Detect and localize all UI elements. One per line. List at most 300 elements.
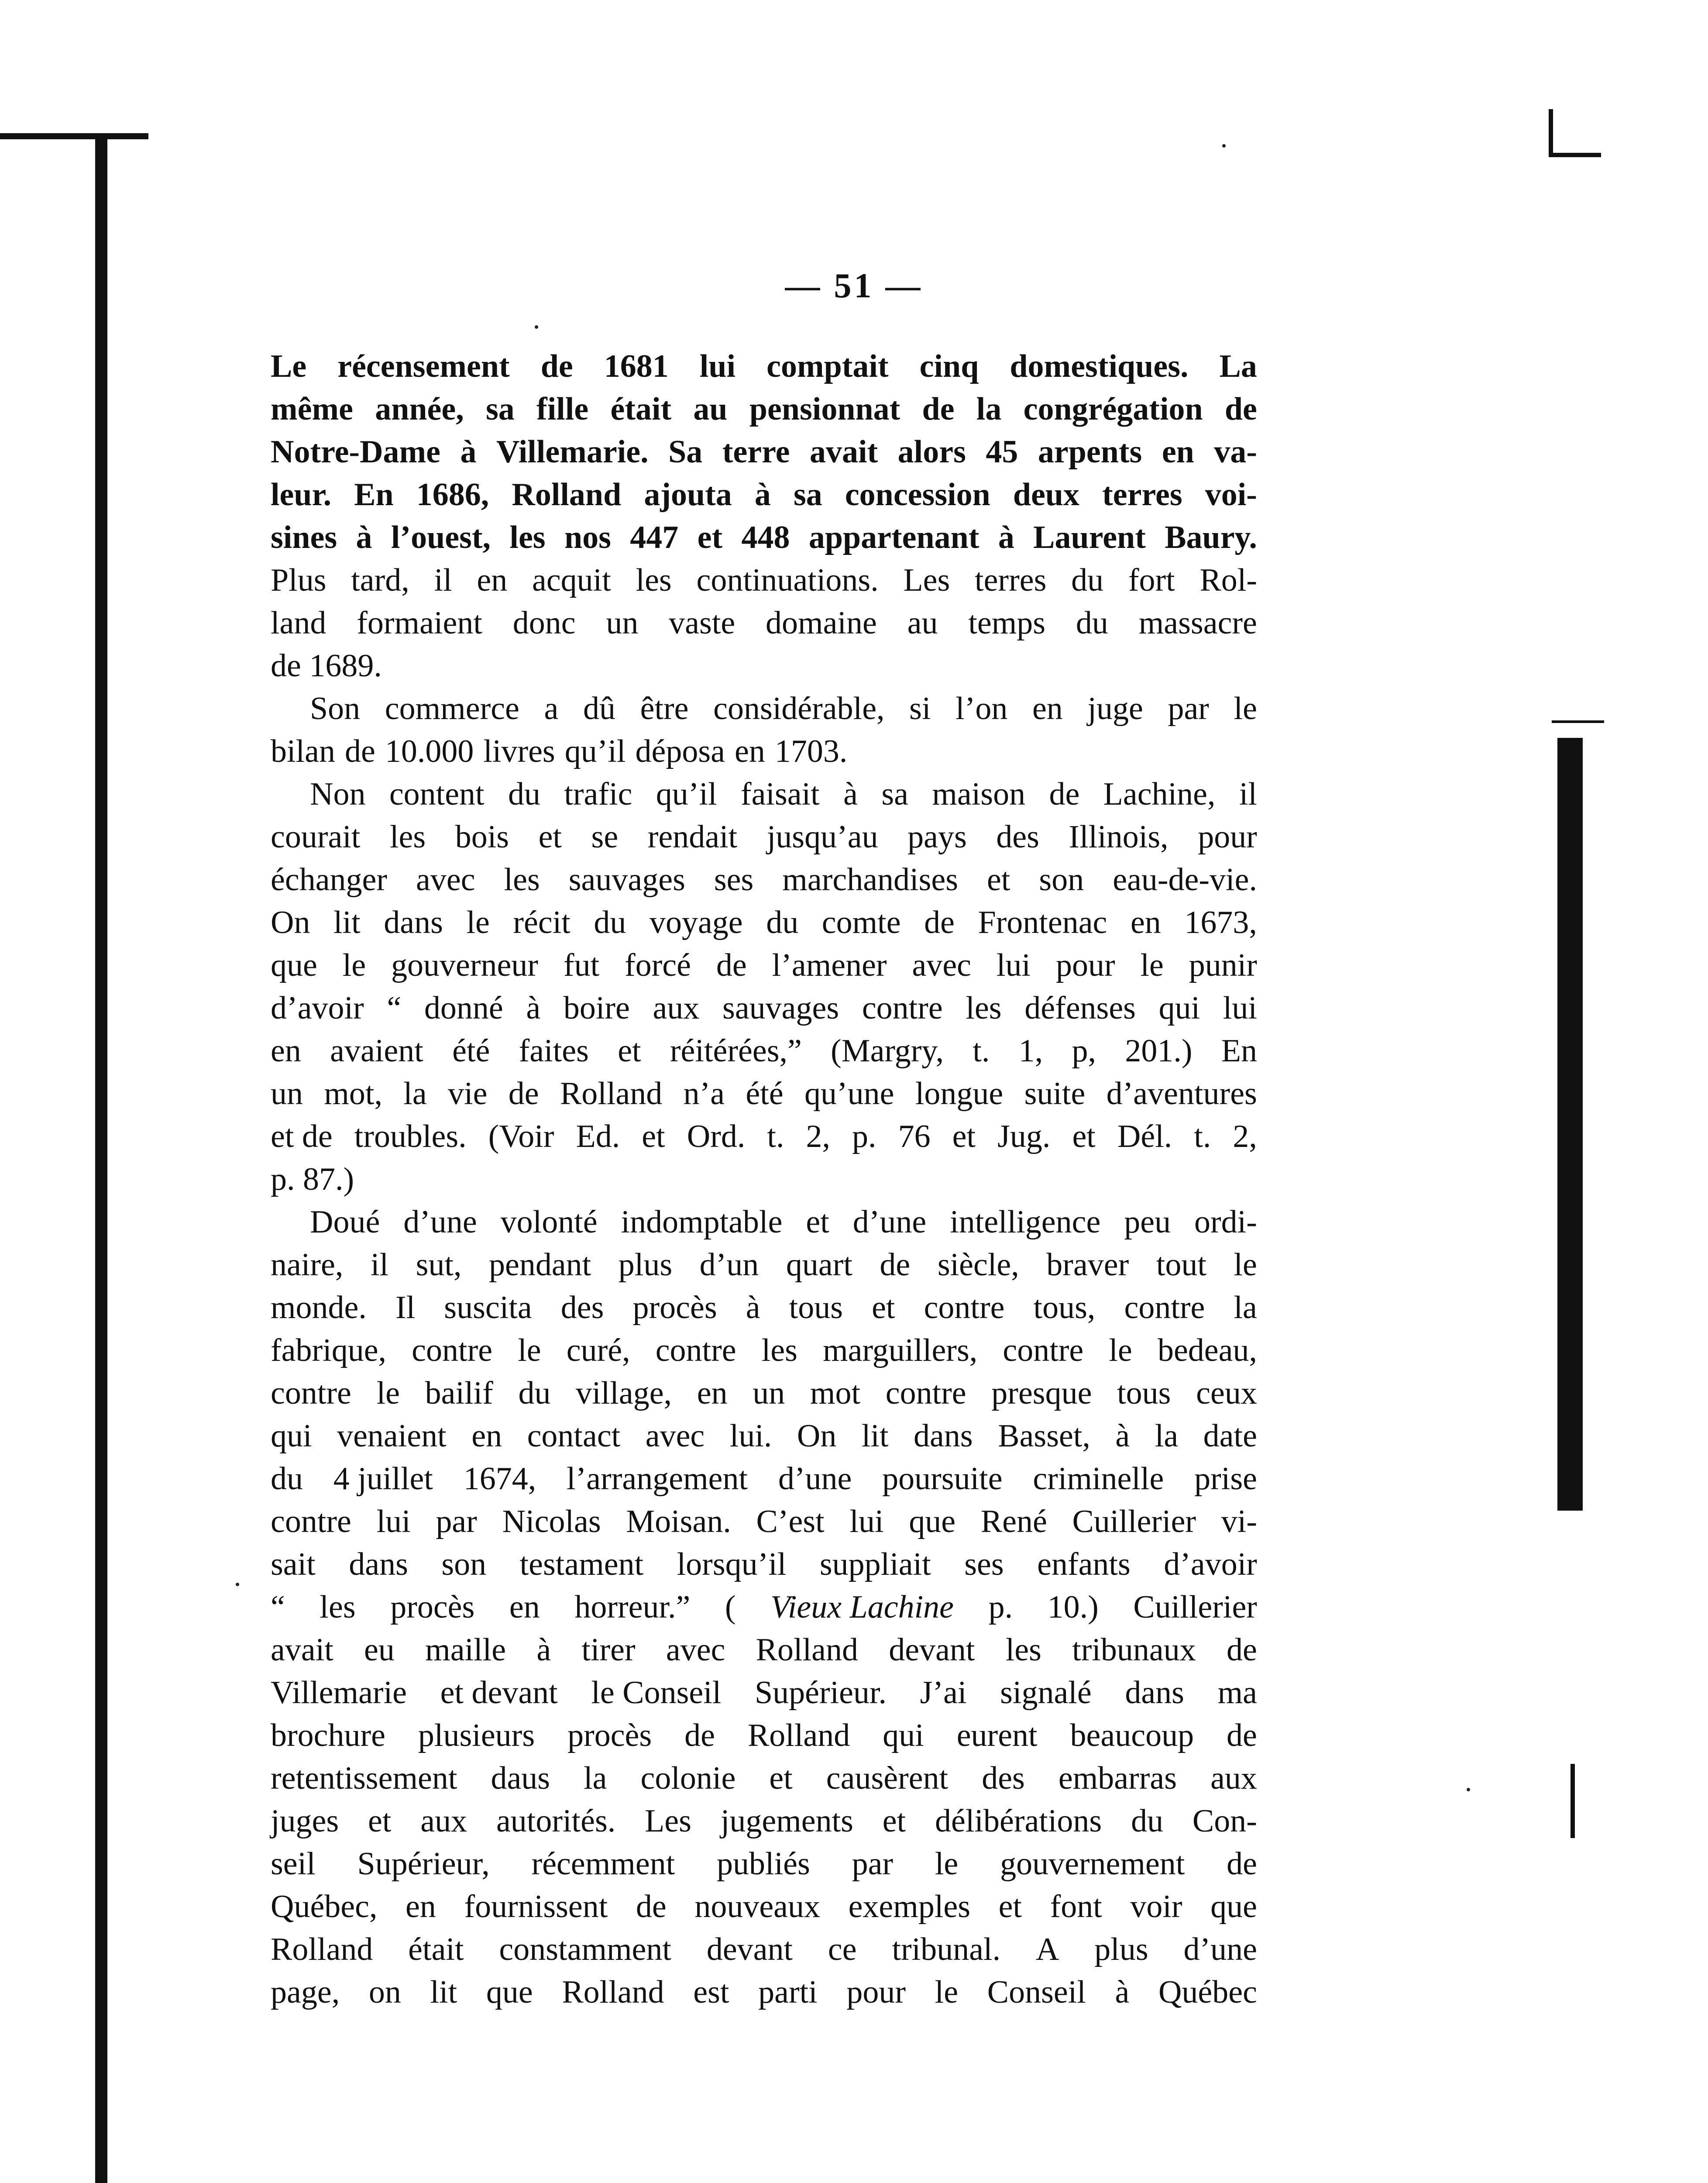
word: (Voir: [488, 1119, 554, 1154]
word: Doué: [310, 1204, 380, 1240]
word: lui: [996, 947, 1031, 983]
word: leur.: [271, 477, 332, 513]
word: en: [1162, 434, 1194, 470]
word: mot,: [324, 1076, 382, 1112]
text-line: [271, 430, 1257, 473]
word: du: [508, 776, 540, 812]
word: domestiques.: [1010, 348, 1189, 384]
word: avait: [271, 1632, 333, 1668]
word: au: [907, 605, 938, 641]
word: le: [1234, 1247, 1257, 1283]
word: 76: [898, 1119, 931, 1154]
word: dans: [1125, 1675, 1184, 1711]
word: publiés: [717, 1846, 810, 1882]
word: maille: [425, 1632, 506, 1668]
word: comptait: [766, 348, 889, 384]
word: de: [922, 391, 955, 427]
word: colonie: [640, 1760, 736, 1796]
text-line: [271, 1842, 1257, 1885]
word: un: [753, 1375, 785, 1411]
word: pays: [907, 819, 967, 855]
word: plusieurs: [418, 1718, 535, 1753]
word: était: [610, 391, 672, 427]
word: de: [344, 733, 375, 769]
word: dû: [583, 691, 615, 727]
word: d’une: [778, 1461, 852, 1497]
word: testament: [519, 1546, 644, 1582]
word: dans: [914, 1418, 973, 1454]
word: massacre: [1138, 605, 1257, 641]
word: d’un: [699, 1247, 759, 1283]
word: et devant: [440, 1675, 558, 1711]
word: tous,: [1033, 1290, 1096, 1326]
word: ses: [964, 1546, 1004, 1582]
text-line: [271, 559, 1257, 602]
word: René: [980, 1504, 1047, 1539]
word: t.: [1194, 1119, 1211, 1154]
word: en: [406, 1889, 436, 1925]
word: devant: [706, 1932, 793, 1967]
word: voir: [1130, 1889, 1182, 1925]
word: il: [1239, 776, 1257, 812]
text-line: [271, 1928, 1257, 1971]
word: lorsqu’il: [677, 1546, 787, 1582]
word: longue: [915, 1076, 1003, 1112]
word: voyage: [649, 905, 743, 940]
word: avaient: [330, 1033, 423, 1069]
text-line: [271, 1800, 1257, 1842]
text-line: [271, 644, 1257, 687]
word: jugements: [720, 1803, 853, 1839]
word: contre: [655, 1333, 736, 1368]
word: terres: [975, 562, 1047, 598]
text-line: [271, 1586, 1257, 1629]
text-line: [271, 1885, 1257, 1928]
text-line: [271, 730, 1257, 773]
word: braver: [1046, 1247, 1129, 1283]
word: les: [636, 562, 672, 598]
word: le Conseil: [591, 1675, 722, 1711]
word: et de: [271, 1119, 333, 1154]
word: On: [797, 1418, 837, 1454]
word: le: [342, 947, 366, 983]
word: appartenant: [808, 520, 979, 555]
word: avec: [416, 862, 475, 898]
word: que: [271, 947, 317, 983]
word: de 1689.: [271, 648, 382, 684]
word: en: [697, 1375, 728, 1411]
text-line: [271, 1543, 1257, 1586]
word: tout: [1156, 1247, 1206, 1283]
word: par: [436, 1504, 477, 1539]
word: l’on: [955, 691, 1008, 727]
word: de: [880, 1247, 911, 1283]
word: ordi-: [1194, 1204, 1257, 1240]
word: et: [806, 1204, 829, 1240]
word: 2,: [1233, 1119, 1257, 1154]
word: Il: [395, 1290, 416, 1326]
word: on: [368, 1974, 401, 2010]
word: pour: [846, 1974, 906, 2010]
word: 4 juillet: [333, 1461, 433, 1497]
word: en: [509, 1589, 540, 1625]
word: fournissent: [464, 1889, 608, 1925]
word: ajouta: [644, 477, 732, 513]
word: l’arrangement: [567, 1461, 748, 1497]
word: de: [508, 1076, 539, 1112]
word: échanger: [271, 862, 388, 898]
word: procès: [390, 1589, 475, 1625]
word: 2,: [806, 1119, 830, 1154]
scan-border-right: [1557, 738, 1583, 1511]
word: Québec,: [271, 1889, 378, 1925]
word: forcé: [625, 947, 691, 983]
word: daus: [491, 1760, 550, 1796]
word: 201.): [1125, 1033, 1193, 1069]
text-line: [271, 987, 1257, 1030]
word: 1,: [1018, 1033, 1043, 1069]
word: La: [1219, 348, 1257, 384]
word: formaient: [357, 605, 482, 641]
word: les: [389, 819, 426, 855]
word: gouvernement: [1000, 1846, 1185, 1882]
word: siècle,: [937, 1247, 1019, 1283]
word: contre: [924, 1290, 1005, 1326]
word: les: [1005, 1632, 1041, 1668]
word: courait: [271, 819, 361, 855]
word: Rolland: [756, 1632, 858, 1668]
text-line: [271, 816, 1257, 858]
word: le: [466, 905, 490, 940]
word: acquit: [532, 562, 611, 598]
word: le: [935, 1974, 959, 2010]
word: troubles.: [354, 1119, 467, 1154]
word: du: [766, 905, 799, 940]
word: alors: [897, 434, 966, 470]
word: et: [769, 1760, 793, 1796]
word: vi-: [1221, 1504, 1257, 1539]
text-line: [271, 1158, 1257, 1201]
word: à: [754, 477, 771, 513]
word: bilan: [271, 733, 335, 769]
word: Rolland: [560, 1076, 663, 1112]
scan-speck: [236, 1583, 239, 1586]
word: à: [356, 520, 372, 555]
word: marchandises: [782, 862, 959, 898]
word: et: [538, 819, 562, 855]
word: et: [998, 1889, 1022, 1925]
word: l’ouest,: [391, 520, 491, 555]
word: et: [368, 1803, 392, 1839]
word: jusqu’au: [766, 819, 878, 855]
word: et: [952, 1119, 976, 1154]
word: qu’une: [804, 1076, 894, 1112]
text-line: [271, 473, 1257, 516]
word: constamment: [499, 1932, 671, 1967]
text-line: [271, 1500, 1257, 1543]
word: d’aventures: [1106, 1076, 1257, 1112]
word: continuations.: [696, 562, 879, 598]
word: qui: [1158, 990, 1200, 1026]
word: 1686,: [416, 477, 489, 513]
word: gouverneur: [391, 947, 539, 983]
word: Québec: [1158, 1974, 1257, 2010]
word: 10.): [1047, 1589, 1099, 1625]
word: rendait: [647, 819, 738, 855]
word: J’ai: [920, 1675, 967, 1711]
word: un: [606, 605, 639, 641]
word: il: [434, 562, 452, 598]
word: délibérations: [935, 1803, 1102, 1839]
word: contact: [527, 1418, 621, 1454]
word: lui: [1223, 990, 1257, 1026]
word: (Margry,: [831, 1033, 944, 1069]
word: ma: [1217, 1675, 1257, 1711]
word: tribunal.: [892, 1932, 1001, 1967]
word: curé,: [566, 1333, 630, 1368]
text-line: [271, 388, 1257, 430]
word: p,: [1072, 1033, 1096, 1069]
word: défenses: [1024, 990, 1136, 1026]
word: brochure: [271, 1718, 385, 1753]
text-line: [271, 1201, 1257, 1243]
word: arpents: [1038, 434, 1142, 470]
word: ceux: [1196, 1375, 1257, 1411]
word: le: [1140, 947, 1164, 983]
word: Vieux Lachine: [770, 1589, 954, 1625]
word: lit: [430, 1974, 457, 2010]
word: beaucoup: [1070, 1718, 1194, 1753]
word: Con-: [1192, 1803, 1257, 1839]
word: l’amener: [772, 947, 887, 983]
word: page,: [271, 1974, 340, 2010]
word: de: [1227, 1718, 1257, 1753]
word: commerce: [385, 691, 519, 727]
word: ses: [714, 862, 754, 898]
word: dans: [384, 905, 443, 940]
word: le: [518, 1333, 541, 1368]
text-line: [271, 1757, 1257, 1800]
word: parti: [758, 1974, 818, 2010]
word: plus: [618, 1247, 673, 1283]
word: être: [640, 691, 689, 727]
word: fabrique,: [271, 1333, 387, 1368]
word: 1674,: [463, 1461, 536, 1497]
word: à: [1115, 1974, 1130, 2010]
word: Non: [310, 776, 366, 812]
word: de: [1227, 1632, 1257, 1668]
word: a: [544, 691, 559, 727]
word: enfants: [1037, 1546, 1131, 1582]
word: Moisan.: [626, 1504, 731, 1539]
word: On: [271, 905, 310, 940]
word: Nicolas: [502, 1504, 601, 1539]
word: récensement: [337, 348, 510, 384]
word: contre: [271, 1504, 351, 1539]
word: que: [909, 1504, 956, 1539]
word: les: [509, 520, 546, 555]
word: tous: [789, 1290, 843, 1326]
word: au: [693, 391, 728, 427]
text-line: [271, 687, 1257, 730]
word: t.: [973, 1033, 990, 1069]
word: content: [389, 776, 485, 812]
word: récit: [513, 905, 570, 940]
word: quart: [786, 1247, 852, 1283]
word: temps: [968, 605, 1046, 641]
word: de: [1049, 776, 1080, 812]
word: qui: [883, 1718, 924, 1753]
word: Les: [903, 562, 950, 598]
word: à: [1115, 1418, 1130, 1454]
word: que: [1210, 1889, 1257, 1925]
word: deux: [1013, 477, 1080, 513]
word: prise: [1194, 1461, 1257, 1497]
word: donné: [424, 990, 503, 1026]
word: criminelle: [1033, 1461, 1164, 1497]
word: seil: [271, 1846, 316, 1882]
word: domaine: [766, 605, 877, 641]
word: pour: [1198, 819, 1257, 855]
word: la: [1234, 1290, 1257, 1326]
word: peu: [1124, 1204, 1171, 1240]
word: pensionnat: [749, 391, 900, 427]
text-line: [271, 1629, 1257, 1671]
word: p. 87.): [271, 1161, 354, 1197]
text-line: [271, 345, 1257, 388]
word: et: [882, 1803, 906, 1839]
word: C’est: [756, 1504, 825, 1539]
word: Illinois,: [1069, 819, 1168, 855]
word: embarras: [1058, 1760, 1177, 1796]
word: été: [746, 1076, 784, 1112]
scan-speck: [1222, 144, 1226, 148]
word: qui: [271, 1418, 312, 1454]
word: il: [370, 1247, 389, 1283]
body-text: [271, 345, 1257, 2014]
word: poursuite: [882, 1461, 1003, 1497]
word: pendant: [488, 1247, 591, 1283]
word: du: [594, 905, 626, 940]
word: d’une: [852, 1204, 927, 1240]
word: trafic: [564, 776, 632, 812]
word: font: [1050, 1889, 1102, 1925]
word: A: [1035, 1932, 1059, 1967]
scan-border-top-left: [0, 133, 148, 139]
word: contre: [412, 1333, 493, 1368]
word: les: [966, 990, 1002, 1026]
word: la: [584, 1760, 607, 1796]
word: de: [924, 905, 955, 940]
word: En: [354, 477, 394, 513]
word: par: [852, 1846, 894, 1882]
scan-speck: [535, 325, 538, 329]
word: punir: [1189, 947, 1257, 983]
word: congrégation: [1023, 391, 1203, 427]
word: en: [471, 1418, 502, 1454]
word: eu: [364, 1632, 395, 1668]
word: contre: [885, 1375, 966, 1411]
word: du: [1131, 1803, 1164, 1839]
word: maison: [932, 776, 1026, 812]
word: Cuillerier: [1133, 1589, 1257, 1625]
word: par: [1168, 691, 1209, 727]
word: cinq: [919, 348, 979, 384]
scan-speck: [1467, 1788, 1470, 1791]
word: Lachine,: [1103, 776, 1216, 812]
text-line: [271, 1415, 1257, 1457]
word: Rolland: [271, 1932, 373, 1967]
text-line: [271, 1243, 1257, 1286]
word: (: [725, 1589, 736, 1625]
word: bedeau,: [1157, 1333, 1257, 1368]
word: land: [271, 605, 326, 641]
word: de: [716, 947, 747, 983]
word: signalé: [1000, 1675, 1092, 1711]
word: faisait: [740, 776, 820, 812]
word: du: [518, 1375, 551, 1411]
word: 1673,: [1184, 905, 1257, 940]
scan-corner-mark-horizontal: [1549, 153, 1601, 157]
text-line: [271, 1115, 1257, 1158]
word: le: [935, 1846, 959, 1882]
word: lui: [849, 1504, 884, 1539]
word: et: [642, 1119, 665, 1154]
word: Plus: [271, 562, 326, 598]
word: indomptable: [621, 1204, 783, 1240]
word: sa: [793, 477, 822, 513]
page-number: — 51 —: [785, 267, 923, 305]
word: d’avoir: [1164, 1546, 1257, 1582]
word: aux: [420, 1803, 467, 1839]
scan-mark-right-small: [1571, 1764, 1575, 1838]
word: intelligence: [950, 1204, 1101, 1240]
word: d’avoir: [271, 990, 364, 1026]
word: fort: [1128, 562, 1175, 598]
word: naire,: [271, 1247, 344, 1283]
text-line: [271, 1671, 1257, 1714]
word: les: [504, 862, 540, 898]
word: Villemarie.: [496, 434, 649, 470]
word: d’une: [403, 1204, 477, 1240]
word: 10.000: [385, 733, 474, 769]
word: lui: [376, 1504, 411, 1539]
word: Baury.: [1165, 520, 1257, 555]
word: à: [460, 434, 477, 470]
word: de: [540, 348, 573, 384]
word: aux: [1210, 1760, 1257, 1796]
word: en: [735, 733, 765, 769]
word: de: [684, 1718, 715, 1753]
word: à: [843, 776, 858, 812]
word: Les: [645, 1803, 691, 1839]
word: concession: [845, 477, 990, 513]
word: son: [1039, 862, 1084, 898]
word: du: [1071, 562, 1104, 598]
word: le: [1234, 691, 1257, 727]
text-line: [271, 1072, 1257, 1115]
word: récemment: [531, 1846, 675, 1882]
word: terre: [722, 434, 790, 470]
word: nouveaux: [694, 1889, 821, 1925]
word: procès: [632, 1290, 717, 1326]
word: et: [987, 862, 1010, 898]
word: Notre-Dame: [271, 434, 441, 470]
word: à: [536, 1632, 551, 1668]
word: pour: [1055, 947, 1115, 983]
word: Sa: [668, 434, 703, 470]
word: sa: [881, 776, 908, 812]
